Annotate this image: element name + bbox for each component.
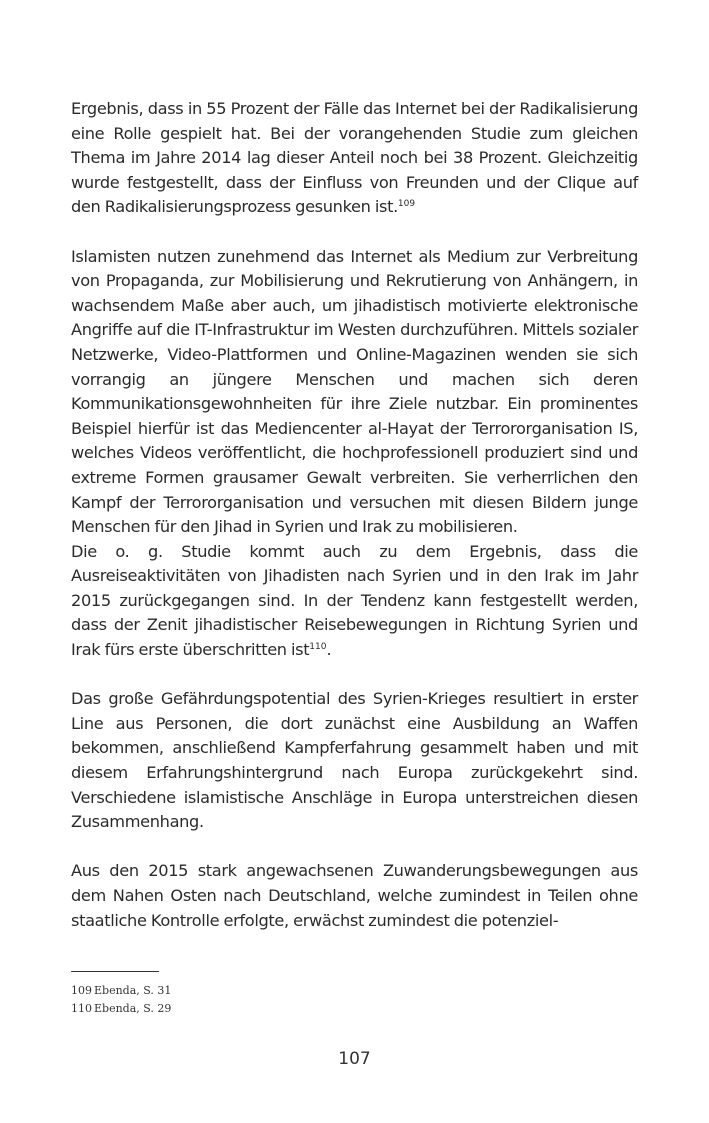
footnote-text: Ebenda, S. 31 bbox=[94, 984, 172, 997]
footnote-divider bbox=[71, 971, 159, 972]
paragraph: Ergebnis, dass in 55 Prozent der Fälle das Internet bei der Radikalisierung eine Rolle gespielt hat. Bei der vorangehenden Studie zum gleichen Thema im Jahre 2014 lag dieser Anteil noch bei 38 Prozent. Gleichzeitig wurde festgestellt, dass der Einfluss von Freunden und der Clique auf den Radikalisierungsprozess gesunken ist.$^{109}$ bbox=[71, 99, 638, 217]
footnote-text: Ebenda, S. 29 bbox=[94, 1002, 172, 1015]
footnote-ref[interactable]: 109 bbox=[397, 199, 416, 210]
footnote-number: 109 bbox=[71, 984, 92, 997]
footnote-number: 110 bbox=[71, 1002, 92, 1015]
paragraph: Das große Gefährdungspotential des Syrien-Krieges resultiert in erster Line aus Personen, die dort zunächst eine Ausbildung an Waffen bekommen, anschließend Kampferfahrung gesammelt haben und mit diesem Erfahrungshintergrund nach Europa zurückgekehrt sind. Verschiedene islamistische Anschläge in Europa unterstreichen diesen Zusammenhang. bbox=[71, 689, 638, 832]
paragraph: Die o. g. Studie kommt auch zu dem Ergebnis, dass die Ausreiseaktivitäten von Jihadisten nach Syrien und in den Irak im Jahr 2015 zurückgegangen sind. In der Tendenz kann festgestellt werden, dass der Zenit jihadistischer Reisebewegungen in Richtung Syrien und Irak fürs erste überschritten ist$^{110}$. bbox=[71, 541, 638, 660]
body-text bbox=[71, 97, 638, 933]
footnote bbox=[71, 984, 171, 998]
footnote bbox=[71, 1002, 171, 1016]
paragraph: Islamisten nutzen zunehmend das Internet als Medium zur Verbreitung von Propaganda, zur Mobilisierung und Rekrutierung von Anhängern, in wachsendem Maße aber auch, um jihadistisch motivierte elektronische Angriffe auf die IT-Infrastruktur im Westen durchzuführen. Mittels sozialer Netzwerke, Video-Plattformen und Online-Magazinen wenden sie sich vorrangig an jüngere Menschen und machen sich deren Kommunikationsgewohnheiten für ihre Ziele nutzbar. Ein prominentes Beispiel hierfür ist das Mediencenter al-Hayat der Terrororganisation IS, welches Videos veröffentlicht, die hochprofessionell produziert sind und extreme Formen grausamer Gewalt verbreiten. Sie verherrlichen den Kampf der Terrororganisation und versuchen mit diesen Bildern junge Menschen für den Jihad in Syrien und Irak zu mobilisieren. bbox=[71, 246, 638, 537]
footnote-ref[interactable]: 110 bbox=[309, 642, 327, 653]
paragraph: Aus den 2015 stark angewachsenen Zuwanderungsbewegungen aus dem Nahen Osten nach Deutschland, welche zumindest in Teilen ohne staatliche Kontrolle erfolgte, erwächst zumindest die potenziel- bbox=[71, 861, 638, 930]
page-number: 107 bbox=[338, 1049, 371, 1069]
